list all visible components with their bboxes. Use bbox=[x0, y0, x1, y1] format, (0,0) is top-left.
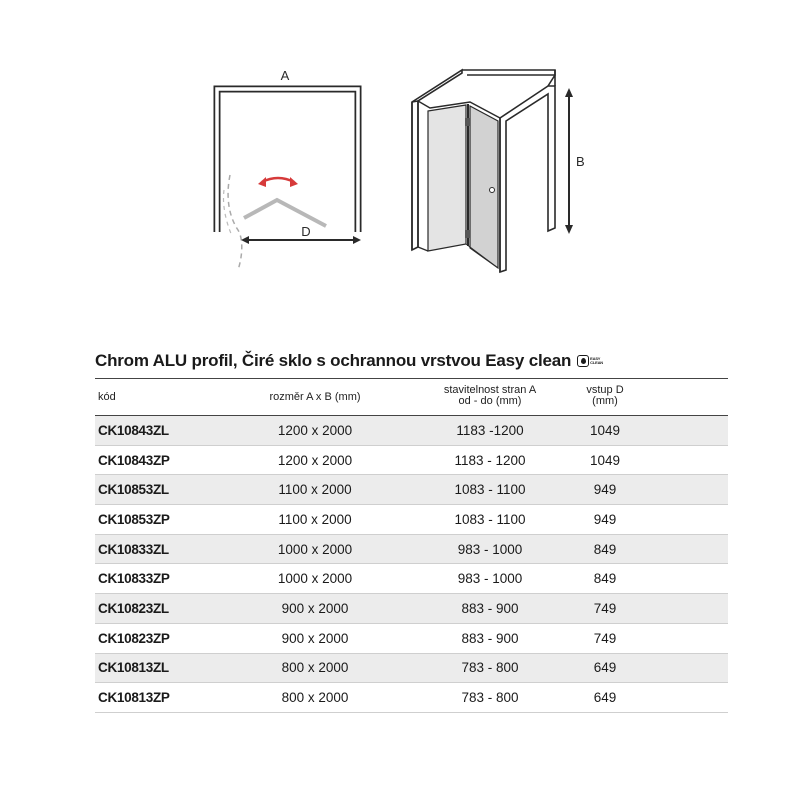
label-b: B bbox=[576, 154, 585, 169]
table-row bbox=[95, 535, 728, 565]
cell-entry: 649 bbox=[593, 660, 617, 676]
cell-adjustability: 1183 - 1200 bbox=[454, 452, 526, 468]
cell-entry: 749 bbox=[593, 630, 617, 646]
cell-code: CK10823ZP bbox=[98, 630, 170, 646]
cell-size: 1200 x 2000 bbox=[277, 452, 353, 468]
cell-size: 900 x 2000 bbox=[281, 630, 349, 646]
cell-size: 1200 x 2000 bbox=[277, 422, 353, 438]
cell-adjustability: 1183 -1200 bbox=[456, 422, 524, 438]
heading-title: Chrom ALU profil, Čiré sklo s ochrannou vrstvou Easy clean bbox=[95, 351, 572, 370]
easy-clean-icon-text: EASY CLEAN bbox=[590, 356, 603, 365]
cell-adjustability: 983 - 1000 bbox=[457, 541, 523, 557]
cell-size: 800 x 2000 bbox=[281, 660, 349, 676]
header-entry-line1: vstup D bbox=[586, 384, 624, 396]
table-row bbox=[95, 505, 728, 535]
table-header bbox=[95, 378, 728, 416]
rotation-arrow-icon bbox=[262, 178, 294, 182]
cell-size: 800 x 2000 bbox=[281, 690, 349, 706]
cell-adjustability: 783 - 800 bbox=[461, 690, 519, 706]
cell-adjustability: 883 - 900 bbox=[461, 600, 519, 616]
cell-adjustability: 883 - 900 bbox=[461, 630, 519, 646]
cell-adjustability: 983 - 1000 bbox=[457, 571, 523, 587]
cell-code: CK10843ZP bbox=[98, 452, 170, 468]
header-code: kód bbox=[98, 391, 116, 403]
table-row bbox=[95, 475, 728, 505]
cell-size: 1100 x 2000 bbox=[278, 482, 352, 498]
easy-clean-icon bbox=[577, 351, 603, 371]
cell-adjustability: 1083 - 1100 bbox=[454, 482, 526, 498]
cell-code: CK10833ZL bbox=[98, 541, 169, 557]
table-row bbox=[95, 416, 728, 446]
table-row bbox=[95, 594, 728, 624]
cell-entry: 749 bbox=[593, 600, 617, 616]
cell-code: CK10843ZL bbox=[98, 422, 169, 438]
cell-size: 1100 x 2000 bbox=[278, 511, 352, 527]
header-adj-line2: od - do (mm) bbox=[458, 395, 522, 407]
table-row bbox=[95, 683, 728, 713]
cell-adjustability: 783 - 800 bbox=[461, 660, 519, 676]
cell-adjustability: 1083 - 1100 bbox=[454, 511, 526, 527]
cell-size: 1000 x 2000 bbox=[277, 571, 353, 587]
cell-entry: 849 bbox=[593, 541, 617, 557]
table-row bbox=[95, 624, 728, 654]
cell-entry: 949 bbox=[593, 482, 617, 498]
cell-size: 1000 x 2000 bbox=[277, 541, 353, 557]
cell-entry: 1049 bbox=[589, 422, 621, 438]
cell-size: 900 x 2000 bbox=[281, 600, 349, 616]
header-entry-line2: (mm) bbox=[592, 395, 618, 407]
cell-entry: 949 bbox=[593, 511, 617, 527]
cell-code: CK10813ZP bbox=[98, 690, 170, 706]
spec-table bbox=[95, 378, 728, 713]
cell-code: CK10853ZL bbox=[98, 482, 169, 498]
header-adj-line1: stavitelnost stran A bbox=[443, 384, 537, 396]
cell-code: CK10853ZP bbox=[98, 511, 170, 527]
top-view-diagram bbox=[0, 0, 400, 330]
table-body bbox=[95, 416, 728, 713]
header-adjustability bbox=[415, 385, 565, 407]
product-heading bbox=[95, 347, 603, 375]
cell-entry: 1049 bbox=[589, 452, 621, 468]
table-row bbox=[95, 564, 728, 594]
product-diagram bbox=[0, 0, 800, 330]
table-row bbox=[95, 654, 728, 684]
header-size: rozměr A x B (mm) bbox=[269, 391, 361, 403]
cell-code: CK10813ZL bbox=[98, 660, 169, 676]
label-d: D bbox=[301, 224, 311, 239]
header-entry bbox=[560, 385, 650, 407]
door-handle-icon bbox=[490, 188, 495, 193]
table-row bbox=[95, 446, 728, 476]
label-a: A bbox=[280, 68, 290, 83]
cell-code: CK10833ZP bbox=[98, 571, 170, 587]
cell-entry: 849 bbox=[593, 571, 617, 587]
cell-code: CK10823ZL bbox=[98, 600, 169, 616]
cell-entry: 649 bbox=[593, 690, 617, 706]
